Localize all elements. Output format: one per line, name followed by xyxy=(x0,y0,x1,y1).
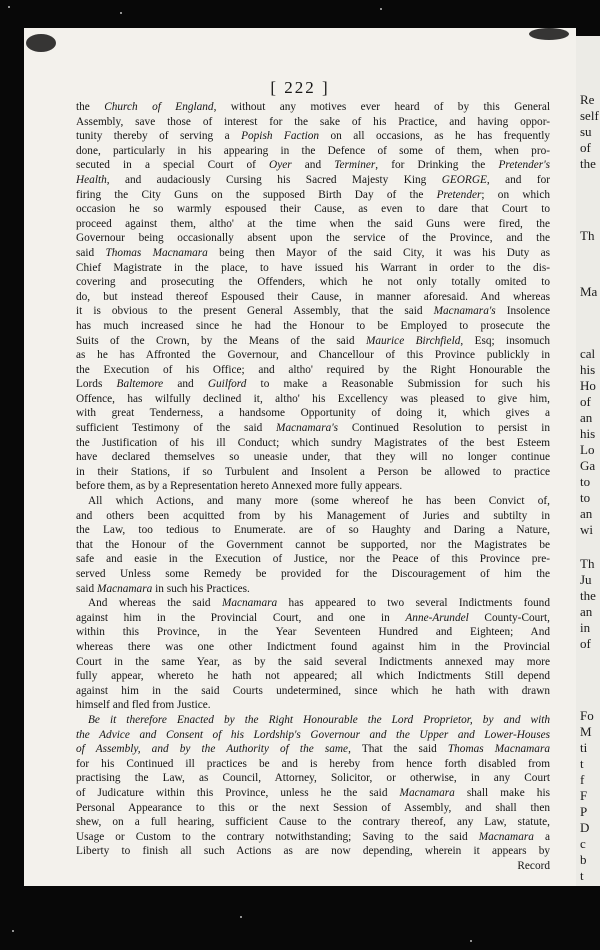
text-line xyxy=(76,728,550,743)
text-run: , Esq; insomuch xyxy=(460,334,550,347)
scan-dust xyxy=(120,12,122,14)
text-run: Record xyxy=(517,859,550,872)
text-run: , and for xyxy=(486,173,550,186)
text-line xyxy=(76,757,550,772)
text-run: whereas there was one other Indictment found against him in the Provincial xyxy=(76,640,550,653)
italic-run: Anne-Arundel xyxy=(405,611,469,624)
text-line xyxy=(76,698,550,713)
text-run: occasion he so warmly espoused their Cause, as even to dare that Court to xyxy=(76,203,550,216)
text-line xyxy=(76,523,550,538)
text-run: Assembly, save those of interest for the sake of his Practice, and having oppor- xyxy=(76,115,550,128)
text-line xyxy=(76,625,550,640)
text-run: it is obvious to the present General Assembly, that the said xyxy=(76,305,434,318)
text-line xyxy=(76,640,550,655)
adjacent-page-word: wi xyxy=(580,522,593,537)
adjacent-page-word: t xyxy=(580,868,584,883)
text-run: Liberty to finish all such Actions as are now depending, wherein it appears by xyxy=(76,845,550,858)
scan-dust xyxy=(8,6,10,8)
text-line xyxy=(76,611,550,626)
italic-run: Macnamara xyxy=(97,582,153,595)
italic-run: Guilford xyxy=(207,378,247,391)
text-run: shall make his xyxy=(454,786,550,799)
adjacent-page-word: the xyxy=(580,588,596,603)
text-run: with great Tenderness, a handsome Opportunity of doing it, which gives a xyxy=(76,407,550,420)
ink-smudge xyxy=(529,28,569,40)
adjacent-page-word: Fo xyxy=(580,708,594,723)
italic-run: GEORGE xyxy=(441,173,487,186)
text-run: as he has Affronted the Governour, and Chancellour of this Province publickly in xyxy=(76,349,550,362)
text-line xyxy=(76,304,550,319)
text-run: against him in the said Courts undetermined, since which he hath with drawn xyxy=(76,684,550,697)
italic-run: Macnamara xyxy=(478,830,534,843)
text-run: secuted in a special Court of xyxy=(76,159,270,172)
adjacent-page-word: of xyxy=(580,394,591,409)
text-run: the xyxy=(76,101,105,113)
text-line xyxy=(76,363,550,378)
text-run: said xyxy=(76,246,106,259)
text-line xyxy=(76,392,550,407)
text-line xyxy=(76,655,550,670)
text-run: the Execution of his Office; and altho' required by the Right Honourable the xyxy=(76,363,550,376)
text-run: has appeared to two several Indictments found xyxy=(277,597,550,610)
italic-run: Pretender xyxy=(436,188,482,201)
text-run: in such his Practices. xyxy=(152,582,250,595)
italic-run: Be it therefore Enacted by the Right Honourable the Lord Proprietor, by and with xyxy=(88,713,550,726)
text-line xyxy=(76,494,550,509)
text-line xyxy=(76,479,550,494)
text-line xyxy=(76,859,550,874)
adjacent-page-word: in xyxy=(580,620,591,635)
text-run: practising the Law, as Council, Attorney, Solicitor, or otherwise, in any Court xyxy=(76,772,550,785)
text-run: Court in the same Year, as by the said several Indictments annexed may more xyxy=(76,655,550,668)
adjacent-page-word: Ho xyxy=(580,378,596,393)
text-line xyxy=(76,669,550,684)
text-run: the Law, too tedious to Enumerate. are of so Haughty and Daring a Nature, xyxy=(76,524,550,537)
adjacent-page-word: M xyxy=(580,724,592,739)
text-line xyxy=(76,217,550,232)
italic-run: Maurice Birchfield xyxy=(365,334,461,347)
text-line xyxy=(76,231,550,246)
text-run: proceed against them, altho' at the time when the said Guns were fired, the xyxy=(76,217,550,230)
adjacent-page-word: Re xyxy=(580,92,595,107)
scan-dust xyxy=(470,940,472,942)
text-line xyxy=(76,582,550,597)
text-run: Personal Appearance to this or the next Session of Assembly, and shall then xyxy=(76,801,550,814)
text-line xyxy=(76,290,550,305)
text-line xyxy=(76,406,550,421)
scan-dust xyxy=(240,916,242,918)
text-run: against him in the Provincial Court, and one in xyxy=(76,611,406,624)
text-line xyxy=(76,786,550,801)
text-run: sufficient Testimony of the said xyxy=(76,422,277,435)
adjacent-page-word: t xyxy=(580,756,584,771)
italic-run: Thomas Macnamara xyxy=(105,246,208,259)
scan-dust xyxy=(380,8,382,10)
text-line xyxy=(76,465,550,480)
text-line xyxy=(76,509,550,524)
text-run: to make a Reasonable Submission for such his xyxy=(246,378,550,391)
adjacent-page-word: an xyxy=(580,506,593,521)
text-run: Governour being occasionally absent upon the service of the Province, and the xyxy=(76,232,550,245)
ink-smudge xyxy=(26,34,56,52)
adjacent-page-word: his xyxy=(580,426,596,441)
text-run: Offence, has wilfully declined it, altho' his Excellency was pleased to give him, xyxy=(76,392,550,405)
adjacent-page-word: c xyxy=(580,836,586,851)
text-line xyxy=(76,246,550,261)
text-line xyxy=(76,275,550,290)
text-line xyxy=(76,129,550,144)
text-line xyxy=(76,567,550,582)
text-run: before them, as by a Representation hereto Annexed more fully appears. xyxy=(76,480,403,493)
text-line xyxy=(76,202,550,217)
text-run: himself and fled from Justice. xyxy=(76,699,211,712)
italic-run: Church of England xyxy=(104,101,214,113)
italic-run: Macnamara xyxy=(399,786,455,799)
text-run: tunity thereby of serving a xyxy=(76,130,242,143)
text-line xyxy=(76,684,550,699)
text-run: do, but instead thereof Espoused their Cause, in manner aforesaid. And whereas xyxy=(76,290,550,303)
text-run: safe and easie in the Execution of Justice, nor the Peace of this Province pre- xyxy=(76,553,550,566)
text-run: have declared themselves so uneasie under, that they will no longer continue xyxy=(76,451,550,464)
text-run: and xyxy=(291,159,335,172)
text-run: and others been acquitted from by his Management of Juries and subtilty in xyxy=(76,509,550,522)
adjacent-page-word: Lo xyxy=(580,442,595,457)
text-run: a xyxy=(533,830,550,843)
text-line xyxy=(76,158,550,173)
text-line xyxy=(76,144,550,159)
body-text xyxy=(76,100,550,873)
text-run: , That the said xyxy=(348,743,448,756)
text-run: has much increased since he had the Honour to be Employed to prosecute the xyxy=(76,319,550,332)
text-line xyxy=(76,771,550,786)
text-run: All which Actions, and many more (some whereof he has been Convict of, xyxy=(88,495,550,508)
adjacent-page-word: Ga xyxy=(580,458,596,473)
text-run: , without any motives ever heard of by this General xyxy=(213,101,550,113)
text-line xyxy=(76,319,550,334)
text-line xyxy=(76,348,550,363)
text-run: being then Mayor of the said City, it was his Duty as xyxy=(207,246,551,259)
text-run: on all occasions, as he has frequently xyxy=(319,130,551,143)
text-run: , and audaciously Cursing his Sacred Majesty King xyxy=(106,173,442,186)
text-line xyxy=(76,450,550,465)
text-line xyxy=(76,188,550,203)
text-run: the Justification of his ill Conduct; which sundry Magistrates of the best Esteem xyxy=(76,436,550,449)
text-line xyxy=(76,742,550,757)
adjacent-page-word: Ju xyxy=(580,572,592,587)
text-line xyxy=(76,115,550,130)
text-line xyxy=(76,100,550,115)
text-run: covering and prosecuting the Offenders, which he not only totally omited to xyxy=(76,276,550,289)
text-run: firing the City Guns on the supposed Birth Day of the xyxy=(76,188,437,201)
text-run: County-Court, xyxy=(468,611,550,624)
adjacent-page-word: his xyxy=(580,362,596,377)
adjacent-page-word: su xyxy=(580,124,592,139)
text-run: in their Stations, if so Turbulent and Insolent a Person be allowed to practice xyxy=(76,465,550,478)
text-run: that the Honour of the Government cannot be supported, nor the Magistrates be xyxy=(76,538,550,551)
adjacent-page-word: self xyxy=(580,108,599,123)
text-run: Continued Resolution to persist in xyxy=(338,422,550,435)
text-line xyxy=(76,334,550,349)
adjacent-page-word: to xyxy=(580,474,591,489)
adjacent-page-word: Th xyxy=(580,556,595,571)
text-line xyxy=(76,421,550,436)
text-line xyxy=(76,173,550,188)
italic-run: the Advice and Consent of his Lordship's Governour and the Upper and Lower-Houses xyxy=(76,728,550,741)
adjacent-page-word: D xyxy=(580,820,590,835)
italic-run: Baltemore xyxy=(116,378,164,391)
text-line xyxy=(76,815,550,830)
italic-run: of Assembly, and by the Authority of the same xyxy=(76,743,349,756)
text-run: Chief Magistrate in the place, to have issued his Warrant in order to the dis- xyxy=(76,261,550,274)
text-run: Lords xyxy=(76,378,117,391)
italic-run: Pretender's xyxy=(498,159,551,172)
adjacent-page-word: an xyxy=(580,410,593,425)
adjacent-page-word: an xyxy=(580,604,593,619)
italic-run: Oyer xyxy=(269,159,292,172)
text-run: And whereas the said xyxy=(88,597,222,610)
document-page xyxy=(24,28,576,886)
text-line xyxy=(76,436,550,451)
text-run: fully appear, whereto he hath not appeared; all which Indictments Still depend xyxy=(76,670,550,683)
text-run: shew, on a full hearing, sufficient Cause to the contrary thereof, any Law, statute, xyxy=(76,816,550,829)
text-run: Usage or Custom to the contrary notwithstanding; Saving to the said xyxy=(76,830,479,843)
text-line xyxy=(76,552,550,567)
italic-run: Thomas Macnamara xyxy=(447,743,550,756)
scan-dust xyxy=(12,930,14,932)
adjacent-page-word: Th xyxy=(580,228,595,243)
adjacent-page-word: f xyxy=(580,772,585,787)
adjacent-page-word: Ma xyxy=(580,284,598,299)
adjacent-page-word: to xyxy=(580,490,591,505)
text-run: said xyxy=(76,582,98,595)
text-line xyxy=(76,377,550,392)
text-run: Insolence xyxy=(495,305,550,318)
italic-run: Macnamara's xyxy=(433,305,496,318)
italic-run: Health xyxy=(76,173,107,186)
text-run: served Unless some Remedy be provided for the Discouragement of him the xyxy=(76,568,550,580)
italic-run: Macnamara xyxy=(221,597,278,610)
italic-run: Terminer xyxy=(334,159,376,172)
text-run: within this Province, in the Year Seventeen Hundred and Eighteen; And xyxy=(76,626,550,639)
text-run: ; on which xyxy=(481,188,550,201)
text-line xyxy=(76,844,550,859)
adjacent-page-word: P xyxy=(580,804,588,819)
text-run: done, particularly in his appearing in the Defence of some of them, when pro- xyxy=(76,144,550,157)
italic-run: Macnamara's xyxy=(276,422,339,435)
italic-run: Popish Faction xyxy=(241,130,320,143)
page-number: [ 222 ] xyxy=(270,78,330,97)
adjacent-page-word: F xyxy=(580,788,588,803)
text-line xyxy=(76,538,550,553)
text-line xyxy=(76,801,550,816)
text-run: Suits of the Crown, by the Means of the said xyxy=(76,334,366,347)
text-run: and xyxy=(163,378,208,391)
text-line xyxy=(76,830,550,845)
adjacent-page-word: of xyxy=(580,636,591,651)
text-line xyxy=(76,261,550,276)
text-run: of Judicature within this Province, unless he the said xyxy=(76,786,400,799)
adjacent-page-word: b xyxy=(580,852,587,867)
text-line xyxy=(76,713,550,728)
adjacent-page-word: cal xyxy=(580,346,596,361)
text-run: , for Drinking the xyxy=(375,159,499,172)
adjacent-page-word: of xyxy=(580,140,591,155)
adjacent-page-edge xyxy=(576,36,600,886)
adjacent-page-word: ti xyxy=(580,740,588,755)
adjacent-page-word: the xyxy=(580,156,596,171)
text-line xyxy=(76,596,550,611)
text-run: for his Continued ill practices be and is hereby from hence forth disabled from xyxy=(76,757,550,770)
